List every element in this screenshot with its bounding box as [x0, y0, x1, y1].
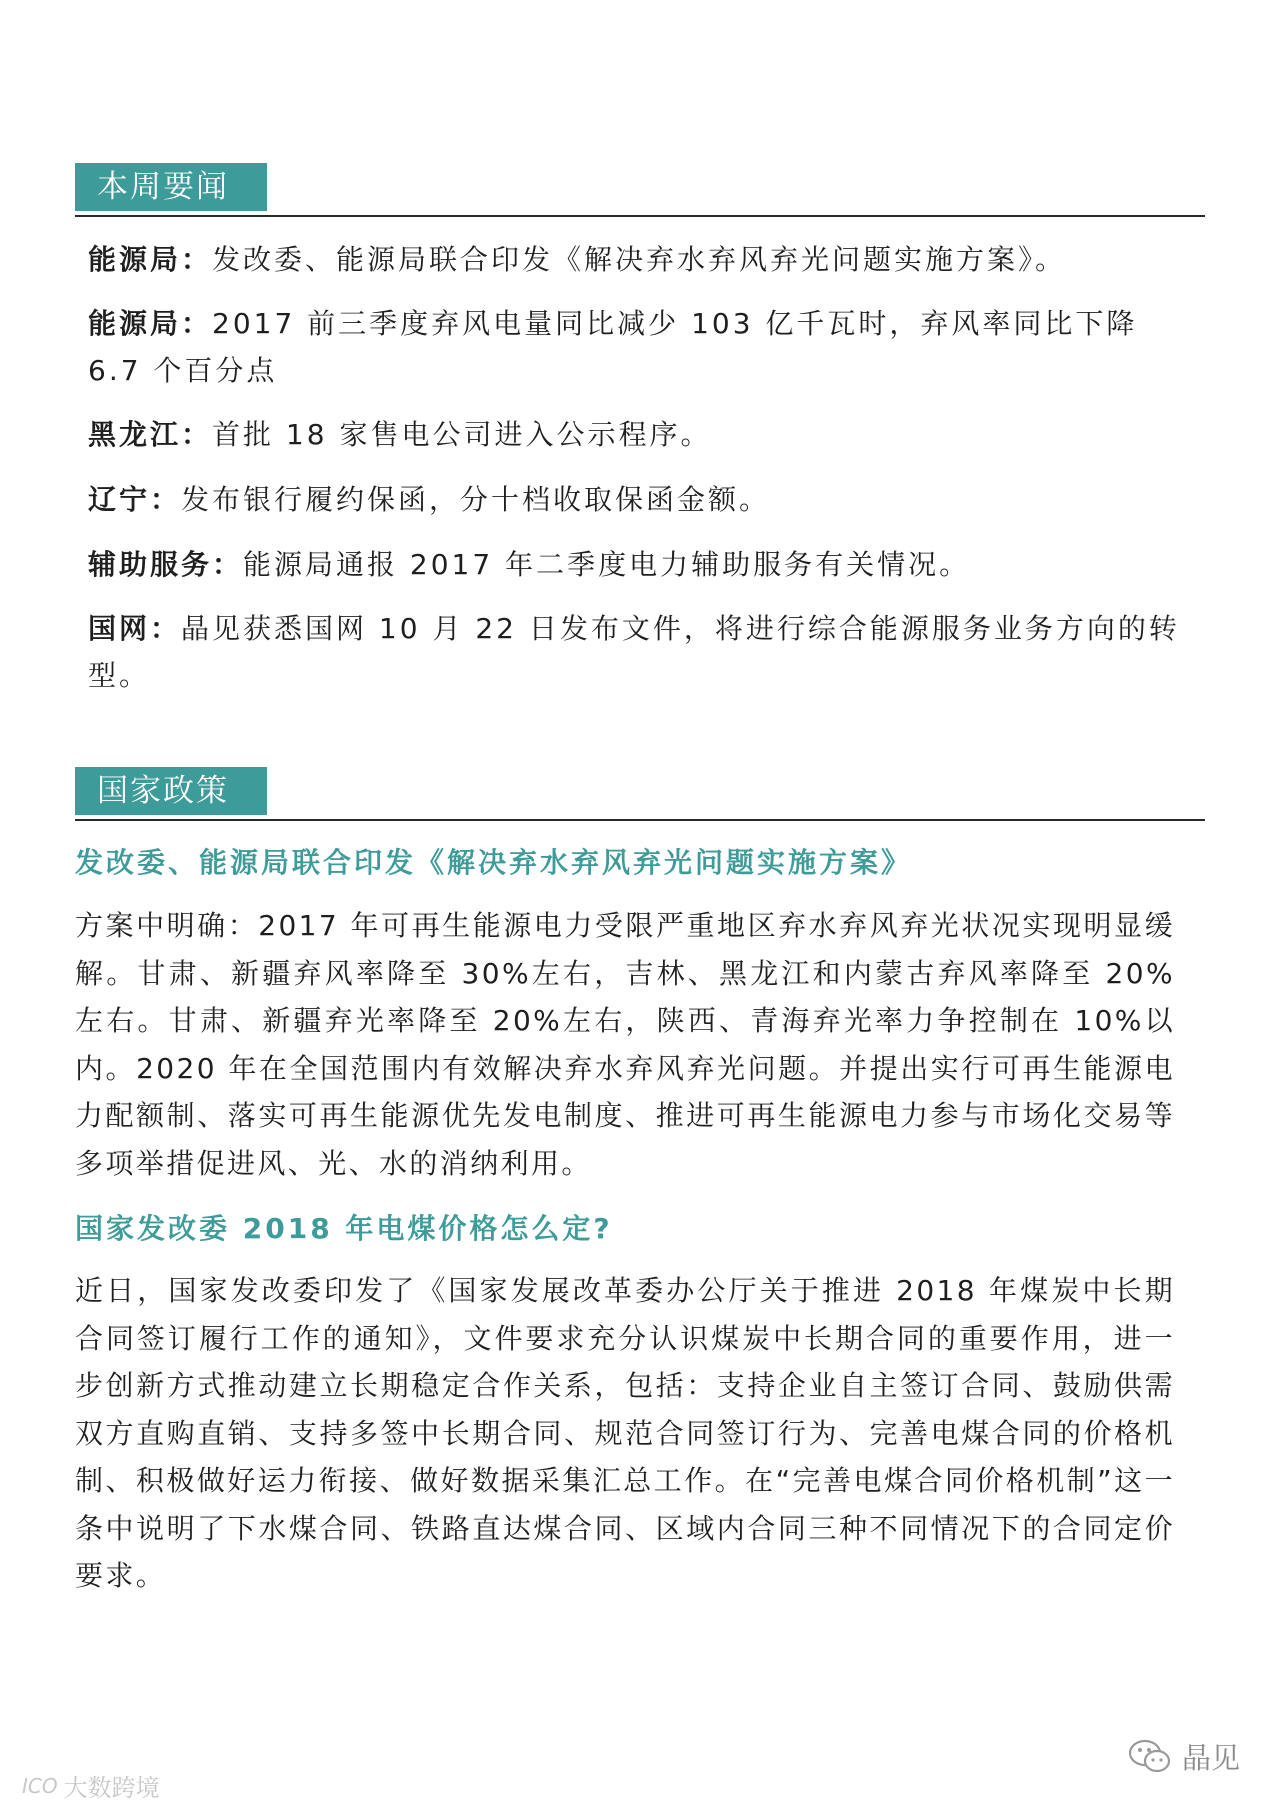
brand-watermark [1128, 1736, 1240, 1777]
news-text: 晶见获悉国网 10 月 22 日发布文件，将进行综合能源服务业务方向的转型。 [88, 612, 1180, 692]
news-item [88, 541, 1188, 588]
news-text: 首批 18 家售电公司进入公示程序。 [212, 418, 712, 451]
news-source: 辽宁： [88, 483, 182, 516]
policy-title: 发改委、能源局联合印发《解决弃水弃风弃光问题实施方案》 [75, 846, 913, 879]
news-item [88, 236, 1188, 283]
site-watermark [22, 1768, 160, 1803]
news-source: 辅助服务： [88, 548, 244, 581]
brand-name: 晶见 [1181, 1741, 1240, 1775]
policy-body: 方案中明确：2017 年可再生能源电力受限严重地区弃水弃风弃光状况实现明显缓解。甘肃、新疆弃风率降至 30%左右，吉林、黑龙江和内蒙古弃风率降至 20%左右。甘肃、新疆弃光率降至 20%左右，陕西、青海弃光率力争控制在 10%以内。2020 年在全国范围内有效解决弃水弃风弃光问题。并提出实行可再生能源电力配额制、落实可再生能源优先发电制度、推进可再生能源电力参与市场化交易等多项举措促进风、光、水的消纳利用。 [75, 909, 1175, 1180]
wechat-icon [1128, 1739, 1172, 1775]
policy-title: 国家发改委 2018 年电煤价格怎么定? [75, 1212, 613, 1245]
news-item [88, 605, 1188, 699]
news-item [88, 300, 1188, 394]
news-text: 发改委、能源局联合印发《解决弃水弃风弃光问题实施方案》。 [212, 243, 1067, 276]
section-title-weekly: 本周要闻 [75, 163, 267, 211]
news-source: 能源局： [88, 307, 213, 340]
site-watermark-text: 大数跨境 [63, 1774, 160, 1802]
policy-body: 近日，国家发改委印发了《国家发展改革委办公厅关于推进 2018 年煤炭中长期合同签订履行工作的通知》，文件要求充分认识煤炭中长期合同的重要作用，进一步创新方式推动建立长期稳定合作关系，包括：支持企业自主签订合同、鼓励供需双方直购直销、支持多签中长期合同、规范合同签订行为、完善电煤合同的价格机制、积极做好运力衔接、做好数据采集汇总工作。在“完善电煤合同价格机制”这一条中说明了下水煤合同、铁路直达煤合同、区域内合同三种不同情况下的合同定价要求。 [75, 1274, 1175, 1592]
news-source: 能源局： [88, 243, 213, 276]
site-logo-icon: ICO [22, 1773, 58, 1798]
news-source: 黑龙江： [88, 418, 213, 451]
news-item [88, 411, 1188, 458]
news-text: 2017 前三季度弃风电量同比减少 103 亿千瓦时，弃风率同比下降 6.7 个百分点 [88, 307, 1138, 387]
news-text: 能源局通报 2017 年二季度电力辅助服务有关情况。 [243, 548, 971, 581]
news-text: 发布银行履约保函，分十档收取保函金额。 [181, 483, 771, 516]
news-item [88, 476, 1188, 523]
section-header-policy [75, 767, 1205, 821]
section-title-policy: 国家政策 [75, 767, 267, 815]
section-header-weekly [75, 163, 1205, 217]
news-source: 国网： [88, 612, 182, 645]
